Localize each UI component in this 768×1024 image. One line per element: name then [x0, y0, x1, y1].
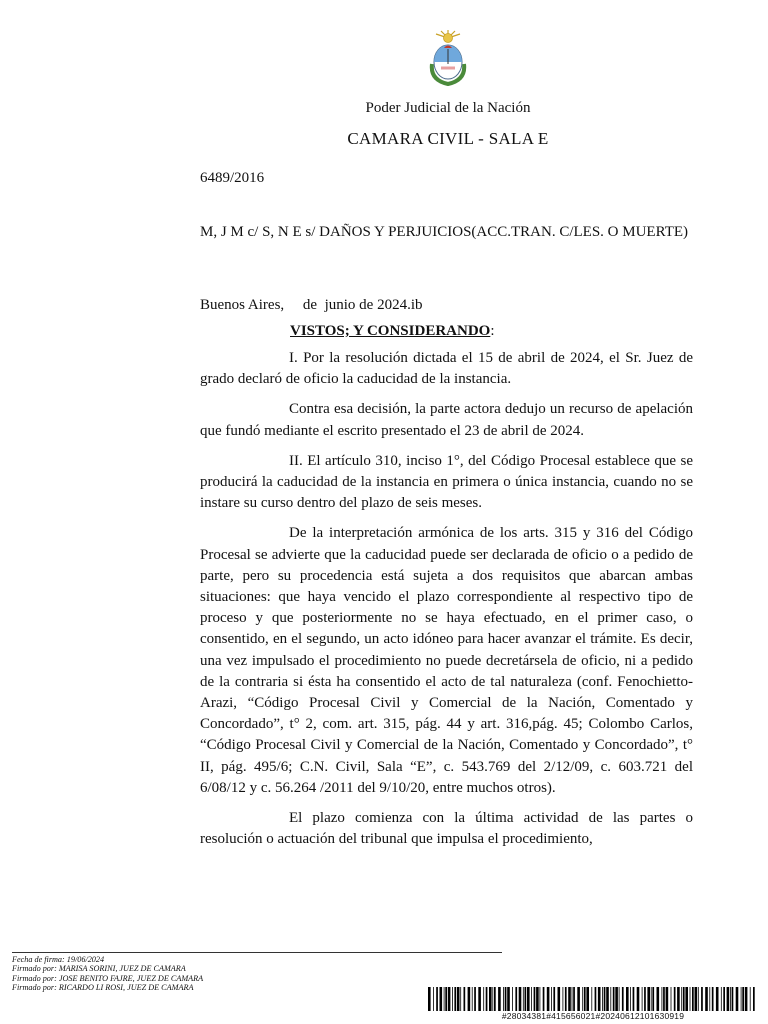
paragraph: El plazo comienza con la última actividad de las partes o resolución o actuación del tribunal que impulsa el procedimiento,: [200, 810, 693, 848]
case-number: 6489/2016: [200, 170, 265, 186]
signature-footer: [12, 955, 203, 992]
signature-line: Firmado por: MARISA SORINI, JUEZ DE CAMARA: [12, 964, 186, 974]
case-caption: M, J M c/ S, N E s/ DAÑOS Y PERJUICIOS(ACC.TRAN. C/LES. O MUERTE): [200, 224, 689, 240]
footer-divider: [12, 952, 502, 953]
resolution-body: [200, 348, 693, 859]
section-heading-colon: :: [490, 323, 495, 339]
signature-line: Firmado por: RICARDO LI ROSI, JUEZ DE CAMARA: [12, 982, 194, 992]
section-heading-text: VISTOS; Y CONSIDERANDO: [290, 323, 491, 339]
signature-date: Fecha de firma: 19/06/2024: [12, 955, 105, 964]
institution-name: Poder Judicial de la Nación: [365, 100, 531, 116]
section-heading: [290, 323, 495, 340]
signature-line: Firmado por: JOSE BENITO FAJRE, JUEZ DE CAMARA: [12, 973, 204, 983]
paragraph: Contra esa decisión, la parte actora dedujo un recurso de apelación que fundó mediante el escrito presentado el 23 de abril de 2024.: [200, 401, 693, 439]
national-coat-of-arms-icon: [424, 28, 472, 86]
barcode-number: #28034381#415656021#20240612101630919: [501, 1011, 685, 1021]
paragraph: I. Por la resolución dictada el 15 de abril de 2024, el Sr. Juez de grado declaró de oficio la caducidad de la instancia.: [200, 350, 693, 388]
paragraph: De la interpretación armónica de los arts. 315 y 316 del Código Procesal se advierte que la caducidad puede ser declarada de oficio o a pedido de parte, pero su procedencia está sujeta a dos requisitos que abarcan ambas situaciones: que haya vencido el plazo correspondiente al respectivo tipo de proceso y que posteriormente no se haya efectuado, en el primer caso, o consentido, en el segundo, un acto idóneo para hacer avanzar el trámite. Es decir, una vez impulsado el procedimiento no puede decretársela de oficio, ni a pedido de la contraria si ésta ha consentido el acto de tal naturaleza (conf. Fenochietto-Arazi, “Código Procesal Civil y Comercial de la Nación, Comentado y Concordado”, t° 2, com. art. 315, pág. 44 y art. 316,pág. 45; Colombo Carlos, “Código Procesal Civil y Comercial de la Nación, Comentado y Concordado”, t° II, pág. 495/6; C.N. Civil, Sala “E”, c. 543.769 del 2/12/09, c. 603.721 del 6/08/12 y c. 56.264 /2011 del 9/10/20, entre muchos otros).: [200, 525, 693, 796]
paragraph: II. El artículo 310, inciso 1°, del Código Procesal establece que se producirá la caducidad de la instancia en primera o única instancia, cuando no se instare su curso dentro del plazo de seis meses.: [200, 452, 693, 512]
court-name: CAMARA CIVIL - SALA E: [347, 129, 549, 148]
document-barcode: [428, 987, 758, 1011]
place-and-date: Buenos Aires, de junio de 2024.ib: [200, 297, 423, 313]
